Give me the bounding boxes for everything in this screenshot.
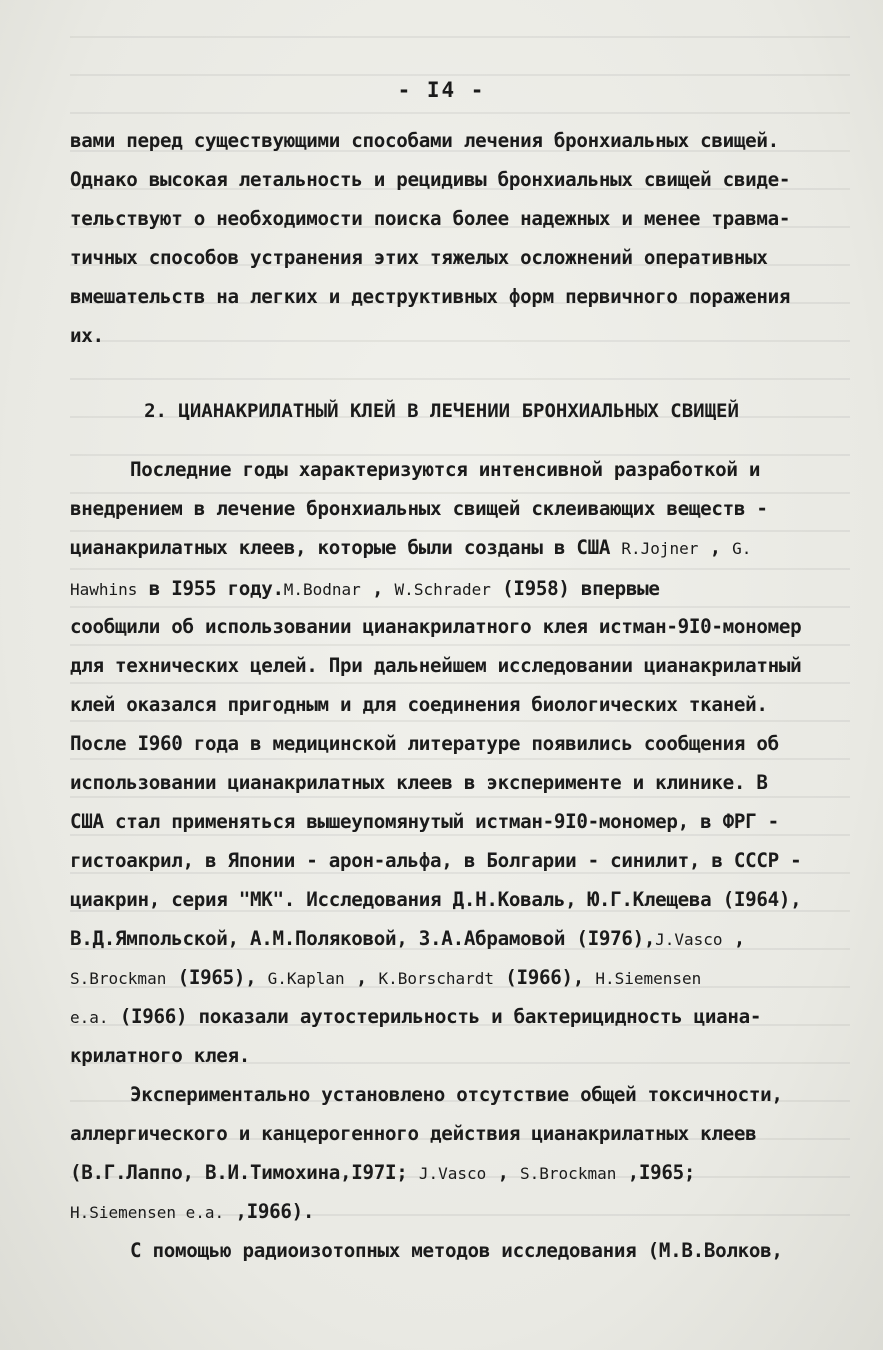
author-name: G.Kaplan	[267, 969, 345, 988]
text-line	[70, 1200, 314, 1223]
text-line	[70, 966, 701, 989]
text-run: ,	[360, 577, 395, 600]
text-line: внедрением в лечение бронхиальных свищей склеивающих веществ -	[70, 497, 768, 520]
text-line: Однако высокая летальность и рецидивы бронхиальных свищей свиде-	[70, 168, 791, 191]
text-run: (В.Г.Лаппо, В.И.Тимохина,I97I;	[70, 1161, 419, 1184]
author-name: J.Vasco	[418, 1164, 487, 1183]
text-run: (I966),	[494, 966, 596, 989]
author-name: e.a.	[70, 1008, 109, 1027]
text-run: ,	[486, 1161, 521, 1184]
section-heading: 2. ЦИАНАКРИЛАТНЫЙ КЛЕЙ В ЛЕЧЕНИИ БРОНХИАЛЬНЫХ СВИЩЕЙ	[144, 400, 739, 422]
text-run: ,	[722, 927, 746, 950]
author-name: J.Vasco	[655, 930, 723, 949]
text-line: Экспериментально установлено отсутствие общей токсичности,	[130, 1083, 783, 1106]
text-line: США стал применяться вышеупомянутый истман-9I0-мономер, в ФРГ -	[70, 810, 779, 833]
text-line	[70, 927, 745, 950]
text-line: крилатного клея.	[70, 1044, 251, 1067]
author-name: W.Schrader	[394, 580, 491, 599]
author-name: M.Bodnar	[283, 580, 361, 599]
text-line: вмешательств на легких и деструктивных форм первичного поражения	[70, 285, 791, 308]
text-line: циакрин, серия "МК". Исследования Д.Н.Коваль, Ю.Г.Клещева (I964),	[70, 888, 802, 911]
text-run: цианакрилатных клеев, которые были созданы в США	[70, 536, 622, 559]
text-run: ,	[698, 536, 733, 559]
text-line: клей оказался пригодным и для соединения биологических тканей.	[70, 693, 768, 716]
text-run: ,	[344, 966, 379, 989]
text-run: В.Д.Ямпольской, А.М.Поляковой, З.А.Абрамовой (I976),	[70, 927, 656, 950]
text-line	[70, 1005, 761, 1028]
text-line: вами перед существующими способами лечения бронхиальных свищей.	[70, 129, 779, 152]
author-name: H.Siemensen e.a.	[70, 1203, 225, 1222]
text-line: После I960 года в медицинской литературе появились сообщения об	[70, 732, 779, 755]
text-line	[70, 536, 751, 559]
text-line: Последние годы характеризуются интенсивной разработкой и	[130, 458, 761, 481]
author-name: G.	[732, 539, 752, 558]
text-line: С помощью радиоизотопных методов исследования (М.В.Волков,	[130, 1239, 783, 1262]
text-line: использовании цианакрилатных клеев в эксперименте и клинике. В	[70, 771, 768, 794]
text-run: (I965),	[166, 966, 268, 989]
author-name: S.Brockman	[70, 969, 167, 988]
text-line: аллергического и канцерогенного действия цианакрилатных клеев	[70, 1122, 757, 1145]
text-run: ,I965;	[616, 1161, 696, 1184]
text-line: тельствуют о необходимости поиска более надежных и менее травма-	[70, 207, 791, 230]
text-line: их.	[70, 324, 104, 347]
author-name: Hawhins	[70, 580, 138, 599]
text-run: ,I966).	[224, 1200, 315, 1223]
text-line	[70, 577, 660, 600]
text-run: (I958) впервые	[490, 577, 660, 600]
author-name: H.Siemensen	[595, 969, 702, 988]
text-line	[70, 1161, 695, 1184]
author-name: K.Borschardt	[378, 969, 495, 988]
text-line: для технических целей. При дальнейшем исследовании цианакрилатный	[70, 654, 802, 677]
text-line: гистоакрил, в Японии - арон-альфа, в Болгарии - синилит, в СССР -	[70, 849, 802, 872]
text-line: тичных способов устранения этих тяжелых осложнений оперативных	[70, 246, 768, 269]
text-run: (I966) показали аутостерильность и бактерицидность циана-	[108, 1005, 762, 1028]
author-name: R.Jojner	[621, 539, 699, 558]
text-run: в I955 году.	[137, 577, 284, 600]
page-number: - I4 -	[397, 78, 486, 102]
text-line: сообщили об использовании цианакрилатного клея истман-9I0-мономер	[70, 615, 802, 638]
author-name: S.Brockman	[520, 1164, 617, 1183]
